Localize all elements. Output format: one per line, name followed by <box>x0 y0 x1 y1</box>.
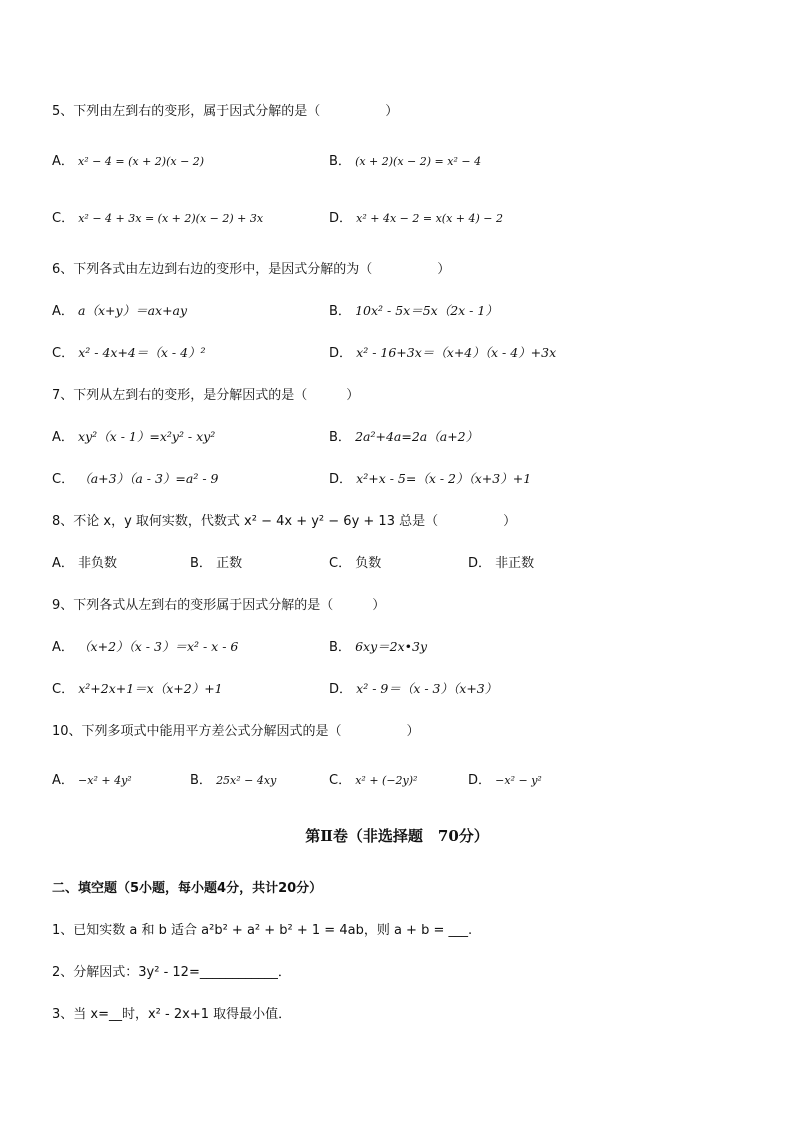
part-2-title: 第Ⅱ卷（非选择题 70分） <box>305 827 489 845</box>
question-8-option-a <box>52 552 117 571</box>
question-8-option-c <box>329 552 381 571</box>
option-label: D． <box>468 773 492 788</box>
option-label: A． <box>52 556 74 571</box>
option-text: x² - 9＝（x - 3）（x+3） <box>356 681 498 696</box>
question-10-option-c <box>329 769 417 788</box>
question-9-option-c <box>52 678 223 697</box>
question-8-stem: 8、不论 x，y 取何实数，代数式 x² − 4x + y² − 6y + 13 总是（ ） <box>52 514 517 529</box>
question-9-stem: 9、下列各式从左到右的变形属于因式分解的是（ ） <box>52 598 386 613</box>
question-5-stem: 5、下列由左到右的变形，属于因式分解的是（ ） <box>52 104 399 119</box>
question-9-option-a <box>52 636 238 655</box>
question-6-option-c <box>52 342 206 361</box>
option-label: B． <box>329 640 351 655</box>
option-label: C． <box>52 682 75 697</box>
option-label: B． <box>329 430 351 445</box>
option-text: 6xy＝2x•3y <box>355 639 428 654</box>
fill-question-1: 1、已知实数 a 和 b 适合 a²b² + a² + b² + 1 = 4ab，则 a + b = ___. <box>52 923 473 938</box>
fill-question-2: 2、分解因式：3y² - 12=____________． <box>52 965 291 980</box>
section-heading-fill-in: 二、填空题（5小题，每小题4分，共计20分） <box>52 881 323 896</box>
option-label: C． <box>329 556 352 571</box>
question-7-option-b <box>329 426 478 445</box>
option-label: D． <box>329 346 353 361</box>
option-text: x² − 4 = (x + 2)(x − 2) <box>78 155 205 168</box>
option-text: xy²（x - 1）=x²y² - xy² <box>78 429 216 444</box>
question-9-option-d <box>329 678 497 697</box>
option-text: 25x² − 4xy <box>216 774 277 787</box>
question-10-option-a <box>52 769 132 788</box>
question-10-option-d <box>468 769 542 788</box>
question-7-option-a <box>52 426 215 445</box>
option-label: A． <box>52 154 74 169</box>
option-text: 负数 <box>355 556 382 571</box>
option-label: A． <box>52 640 74 655</box>
option-text: 正数 <box>216 556 243 571</box>
option-text: （a+3）（a - 3）=a² - 9 <box>78 471 219 486</box>
option-text: 2a²+4a=2a（a+2） <box>355 429 479 444</box>
option-text: 非负数 <box>78 556 118 571</box>
option-label: D． <box>468 556 492 571</box>
question-9-option-b <box>329 636 427 655</box>
option-text: x²+2x+1＝x（x+2）+1 <box>78 681 223 696</box>
fill-question-3: 3、当 x=__时，x² - 2x+1 取得最小值． <box>52 1007 292 1022</box>
option-text: x² − 4 + 3x = (x + 2)(x − 2) + 3x <box>78 212 264 225</box>
question-6-option-b <box>329 300 498 319</box>
option-label: B． <box>329 304 351 319</box>
option-label: D． <box>329 472 353 487</box>
option-label: C． <box>329 773 352 788</box>
question-7-option-c <box>52 468 218 487</box>
option-label: C． <box>52 346 75 361</box>
question-8-option-d <box>468 552 534 571</box>
option-text: x² - 4x+4＝（x - 4）² <box>78 345 206 360</box>
option-text: −x² − y² <box>495 774 542 787</box>
question-6-option-d <box>329 342 556 361</box>
option-text: x²+x - 5=（x - 2）（x+3）+1 <box>356 471 532 486</box>
question-10-stem: 10、下列多项式中能用平方差公式分解因式的是（ ） <box>52 724 420 739</box>
option-text: a（x+y）＝ax+ay <box>78 303 188 318</box>
option-label: A． <box>52 430 74 445</box>
question-5-option-d <box>329 207 503 226</box>
question-6-stem: 6、下列各式由左边到右边的变形中，是因式分解的为（ ） <box>52 262 451 277</box>
option-label: B． <box>190 556 212 571</box>
question-5-option-b <box>329 150 481 169</box>
option-label: C． <box>52 472 75 487</box>
option-text: （x+2）（x - 3）＝x² - x - 6 <box>78 639 239 654</box>
question-5-option-c <box>52 207 263 226</box>
option-label: A． <box>52 304 74 319</box>
option-text: 非正数 <box>495 556 535 571</box>
option-text: (x + 2)(x − 2) = x² − 4 <box>355 155 482 168</box>
question-7-option-d <box>329 468 531 487</box>
option-label: D． <box>329 211 353 226</box>
option-text: x² + 4x − 2 = x(x + 4) − 2 <box>356 212 504 225</box>
option-label: B． <box>329 154 351 169</box>
option-text: −x² + 4y² <box>78 774 132 787</box>
option-label: D． <box>329 682 353 697</box>
option-label: A． <box>52 773 74 788</box>
question-10-option-b <box>190 769 276 788</box>
option-label: C． <box>52 211 75 226</box>
option-text: x² + (−2y)² <box>355 774 418 787</box>
option-label: B． <box>190 773 212 788</box>
question-6-option-a <box>52 300 187 319</box>
question-7-stem: 7、下列从左到右的变形，是分解因式的是（ ） <box>52 388 360 403</box>
question-5-option-a <box>52 150 204 169</box>
question-8-option-b <box>190 552 242 571</box>
option-text: x² - 16+3x＝（x+4）（x - 4）+3x <box>356 345 557 360</box>
option-text: 10x² - 5x＝5x（2x - 1） <box>355 303 498 318</box>
